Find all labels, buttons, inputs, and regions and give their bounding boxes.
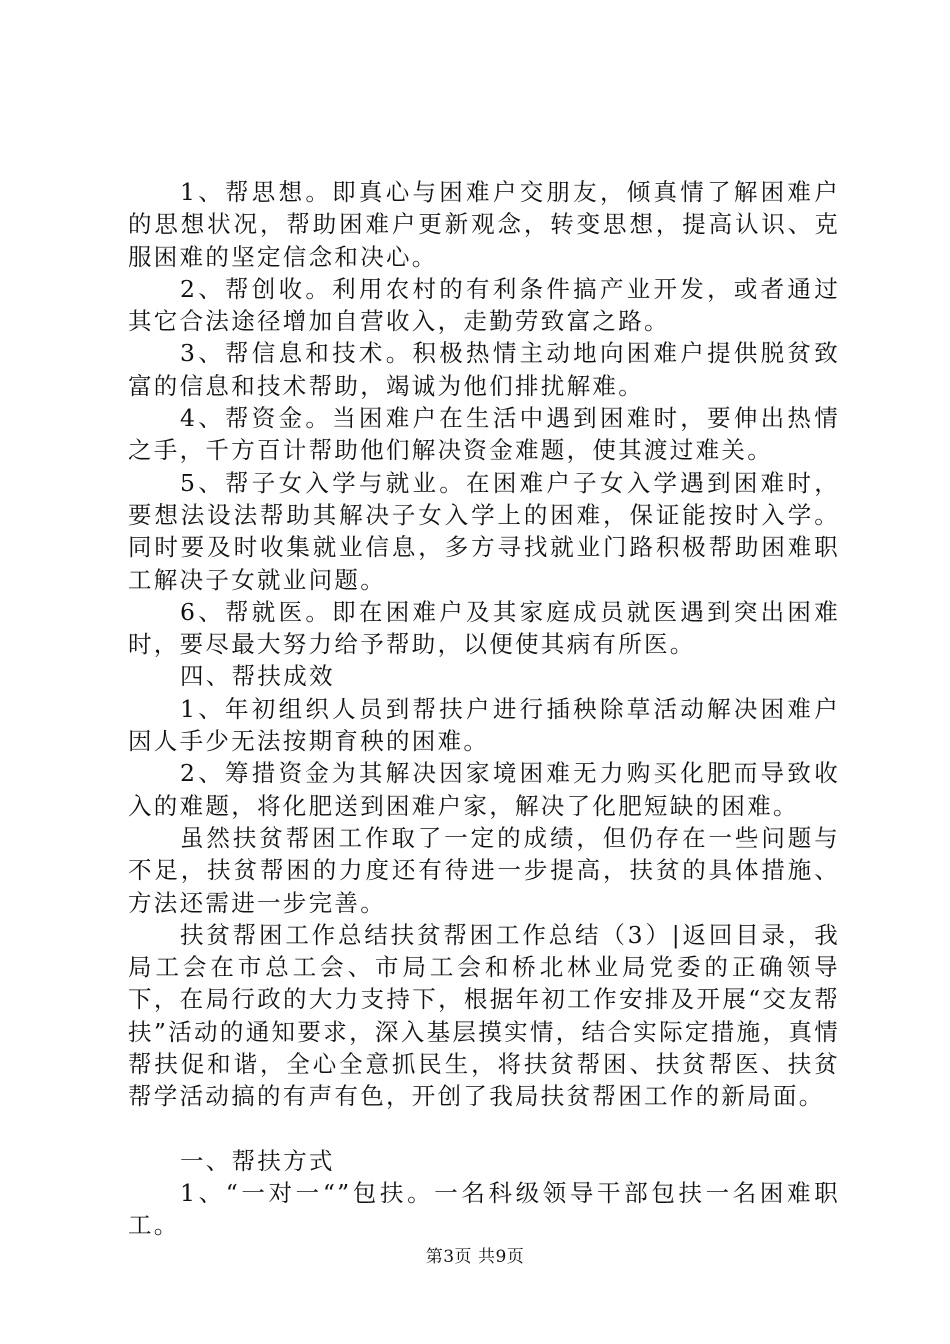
paragraph-method-1: 1、“一对一“”包扶。一名科级领导干部包扶一名困难职工。 — [128, 1178, 840, 1240]
section-heading-methods: 一、帮扶方式 — [180, 1146, 335, 1175]
paragraph-help-education-employment: 5、帮子女入学与就业。在困难户子女入学遇到困难时，要想法设法帮助其解决子女入学上的困难，保证能按时入学。同时要及时收集就业信息，多方寻找就业门路积极帮助困难职工解决子女就业问题。 — [128, 468, 840, 594]
document-body — [128, 176, 840, 1242]
paragraph-help-medical: 6、帮就医。即在困难户及其家庭成员就医遇到突出困难时，要尽最大努力给予帮助，以便使其病有所医。 — [128, 597, 840, 659]
paragraph-help-info-tech: 3、帮信息和技术。积极热情主动地向困难户提供脱贫致富的信息和技术帮助，竭诚为他们排扰解难。 — [128, 339, 840, 400]
paragraph-help-income: 2、帮创收。利用农村的有利条件搞产业开发，或者通过其它合法途径增加自营收入，走勤劳致富之路。 — [128, 274, 840, 336]
paragraph-help-thinking: 1、帮思想。即真心与困难户交朋友，倾真情了解困难户的思想状况，帮助困难户更新观念，转变思想，提高认识、克服困难的坚定信念和决心。 — [128, 178, 840, 271]
paragraph-result-1: 1、年初组织人员到帮扶户进行插秧除草活动解决困难户因人手少无法按期育秧的困难。 — [128, 694, 840, 756]
paragraph-gap — [128, 1113, 840, 1145]
paragraph-summary-3-intro: 扶贫帮困工作总结扶贫帮困工作总结（3）|返回目录，我局工会在市总工会、市局工会和桥北林业局党委的正确领导下，在局行政的大力支持下，根据年初工作安排及开展“交友帮扶”活动的通知要求，深入基层摸实情，结合实际定措施，真情帮扶促和谐，全心全意抓民生，将扶贫帮困、扶贫帮医、扶贫帮学活动搞的有声有色，开创了我局扶贫帮困工作的新局面。 — [128, 920, 840, 1111]
paragraph-help-funds: 4、帮资金。当困难户在生活中遇到困难时，要伸出热情之手，千方百计帮助他们解决资金难题，使其渡过难关。 — [128, 404, 840, 465]
section-heading-results: 四、帮扶成效 — [180, 662, 335, 691]
page-number-footer: 第3页 共9页 — [425, 1247, 525, 1267]
paragraph-result-2: 2、筹措资金为其解决因家境困难无力购买化肥而导致收入的难题，将化肥送到困难户家，解决了化肥短缺的困难。 — [128, 759, 840, 820]
paragraph-shortcomings: 虽然扶贫帮困工作取了一定的成绩，但仍存在一些问题与不足，扶贫帮困的力度还有待进一步提高，扶贫的具体措施、方法还需进一步完善。 — [128, 823, 840, 917]
